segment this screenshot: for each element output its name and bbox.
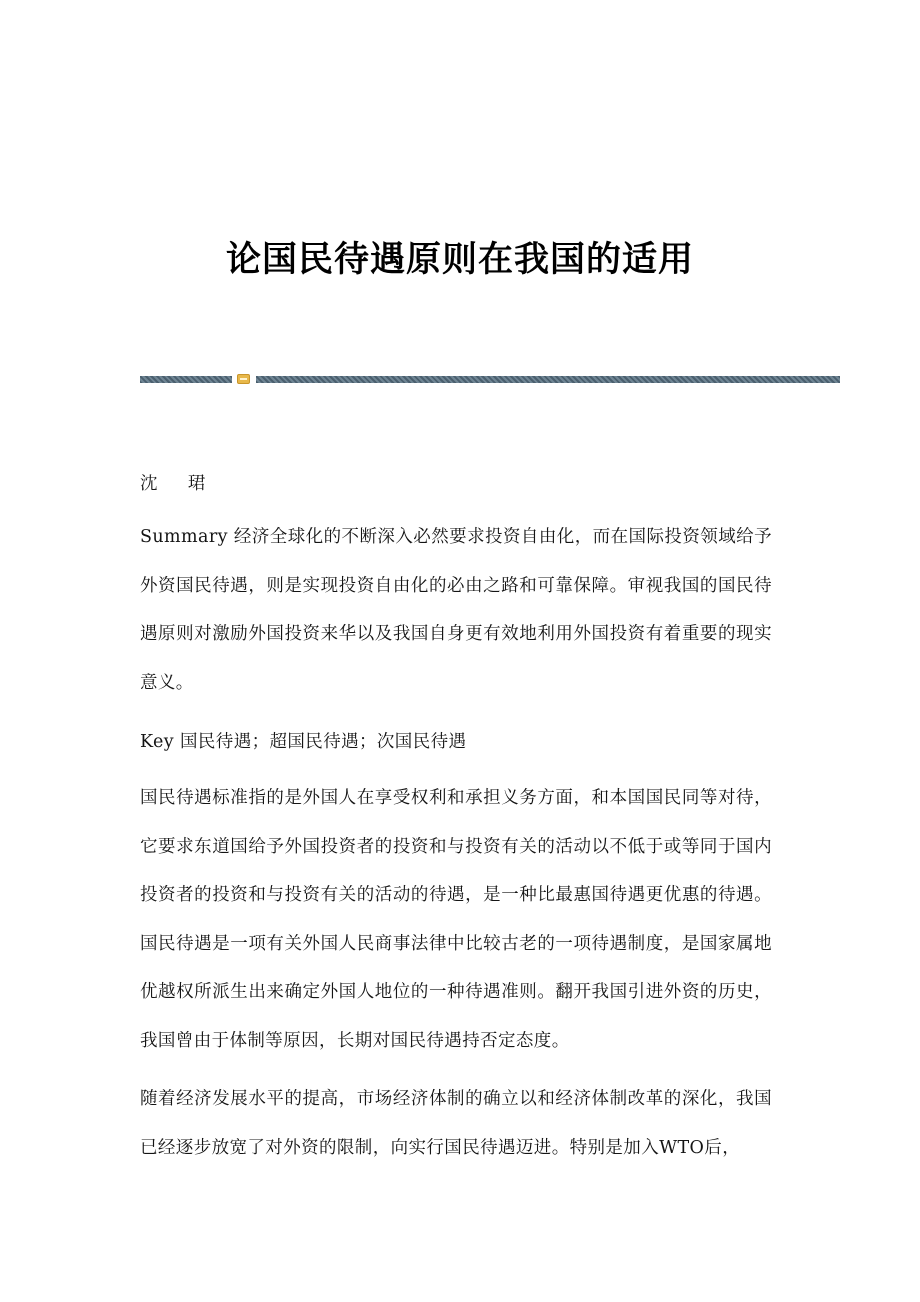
divider-bar-right: [256, 376, 840, 383]
author-given-name: 珺: [187, 474, 206, 494]
author-surname: 沈: [140, 474, 158, 494]
document-title: 论国民待遇原则在我国的适用: [225, 239, 694, 281]
body-paragraph-1: 国民待遇标准指的是外国人在享受权利和承担义务方面，和本国国民同等对待，它要求东道国给予外国投资者的投资和与投资有关的活动以不低于或等同于国内投资者的投资和与投资有关的活动的待遇，是一种比最惠国待遇更优惠的待遇。国民待遇是一项有关外国人民商事法律中比较古老的一项待遇制度，是国家属地优越权所派生出来确定外国人地位的一种待遇准则。翻开我国引进外资的历史，我国曾由于体制等原因，长期对国民待遇持否定态度。: [140, 788, 772, 1051]
summary-paragraph: Summary 经济全球化的不断深入必然要求投资自由化，而在国际投资领域给予外资国民待遇，则是实现投资自由化的必由之路和可靠保障。审视我国的国民待遇原则对激励外国投资来华以及我国自身更有效地利用外国投资有着重要的现实意义。: [140, 527, 772, 693]
author-name: [140, 460, 772, 509]
keywords-line: Key 国民待遇；超国民待遇；次国民待遇: [140, 732, 467, 752]
body-paragraph-2: 随着经济发展水平的提高，市场经济体制的确立以和经济体制改革的深化，我国已经逐步放宽了对外资的限制，向实行国民待遇迈进。特别是加入WTO后，: [140, 1089, 772, 1158]
divider-bar-left: [140, 376, 232, 383]
divider-ornament-icon: [237, 374, 250, 384]
title-divider: [140, 375, 840, 385]
